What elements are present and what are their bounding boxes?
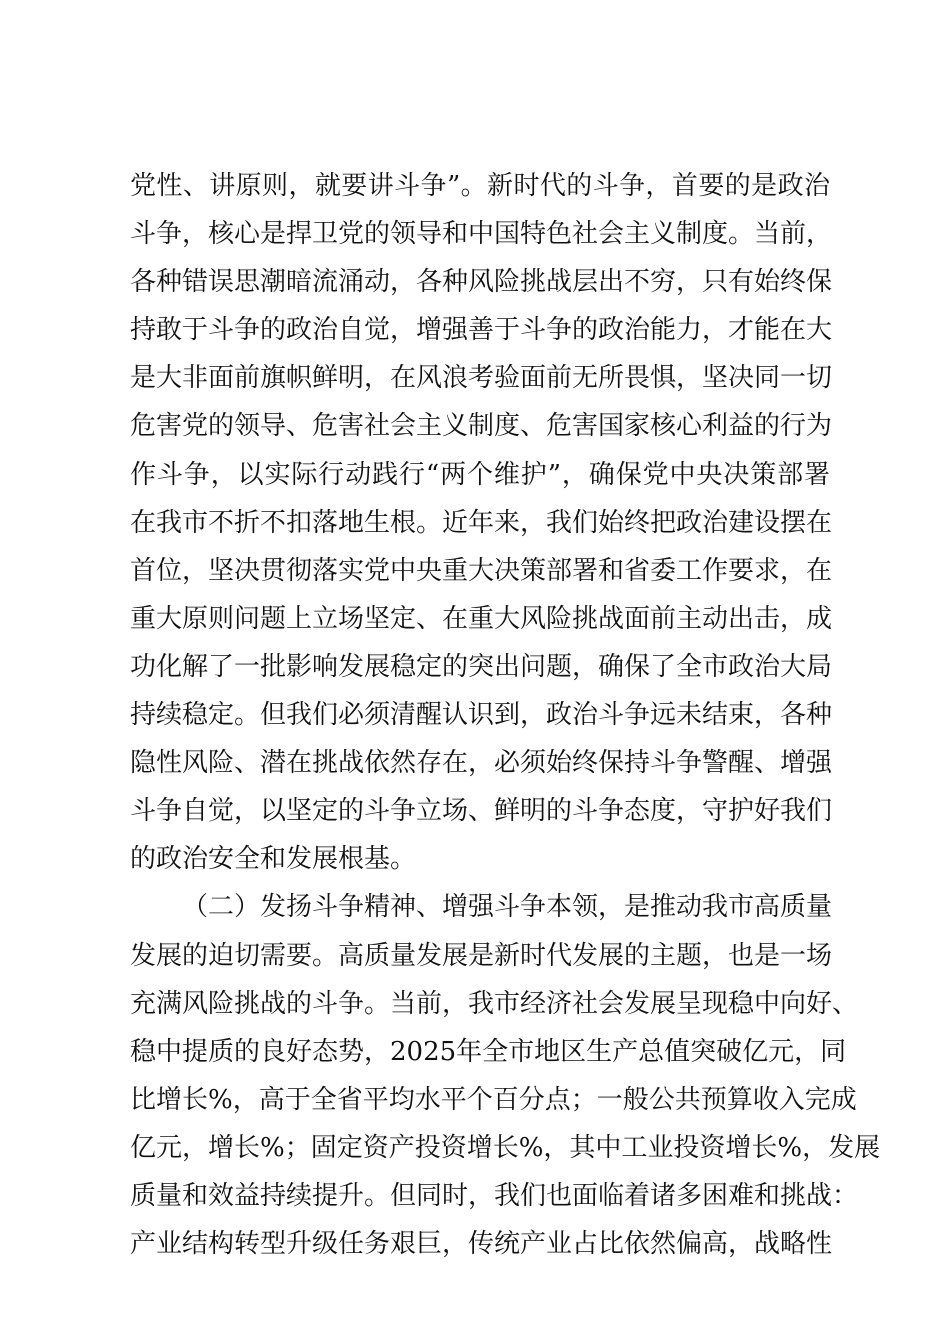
text-line: 质量和效益持续提升。但同时，我们也面临着诸多困难和挑战： [130,1180,859,1211]
paragraph-end-line: 的政治安全和发展根基。 [130,844,417,875]
text-line: 稳中提质的良好态势，2025年全市地区生产总值突破亿元，同 [130,1036,847,1067]
text-line: 产业结构转型升级任务艰巨，传统产业占比依然偏高，战略性 [130,1229,833,1260]
text-line: 亿元，增长%；固定资产投资增长%，其中工业投资增长%，发展 [130,1132,881,1163]
text-line: 持敢于斗争的政治自觉，增强善于斗争的政治能力，才能在大 [130,315,833,346]
text-line: 比增长%，高于全省平均水平个百分点；一般公共预算收入完成 [130,1084,857,1115]
text-line: 充满风险挑战的斗争。当前，我市经济社会发展呈现稳中向好、 [130,988,859,1019]
text-line: 危害党的领导、危害社会主义制度、危害国家核心利益的行为 [130,411,833,442]
text-line: 斗争自觉，以坚定的斗争立场、鲜明的斗争态度，守护好我们 [130,796,833,827]
text-line: 重大原则问题上立场坚定、在重大风险挑战面前主动出击，成 [130,603,833,634]
text-line: 是大非面前旗帜鲜明，在风浪考验面前无所畏惧，坚决同一切 [130,363,833,394]
text-line: 各种错误思潮暗流涌动，各种风险挑战层出不穷，只有始终保 [130,267,833,298]
text-line: 党性、讲原则，就要讲斗争”。新时代的斗争，首要的是政治 [130,171,830,201]
text-line: 发展的迫切需要。高质量发展是新时代发展的主题，也是一场 [130,940,833,971]
text-line: 功化解了一批影响发展稳定的突出问题，确保了全市政治大局 [130,651,833,682]
text-line: 持续稳定。但我们必须清醒认识到，政治斗争远未结束，各种 [130,700,833,731]
text-line: 首位，坚决贯彻落实党中央重大决策部署和省委工作要求，在 [130,555,833,586]
text-line: 作斗争，以实际行动践行“两个维护”，确保党中央决策部署 [130,459,830,490]
section-heading-line: （二）发扬斗争精神、增强斗争本领，是推动我市高质量 [182,892,833,923]
text-line: 在我市不折不扣落地生根。近年来，我们始终把政治建设摆在 [130,507,833,538]
text-line: 斗争，核心是捍卫党的领导和中国特色社会主义制度。当前， [130,219,833,250]
body-text [130,162,881,1268]
text-line: 隐性风险、潜在挑战依然存在，必须始终保持斗争警醒、增强 [130,748,833,779]
